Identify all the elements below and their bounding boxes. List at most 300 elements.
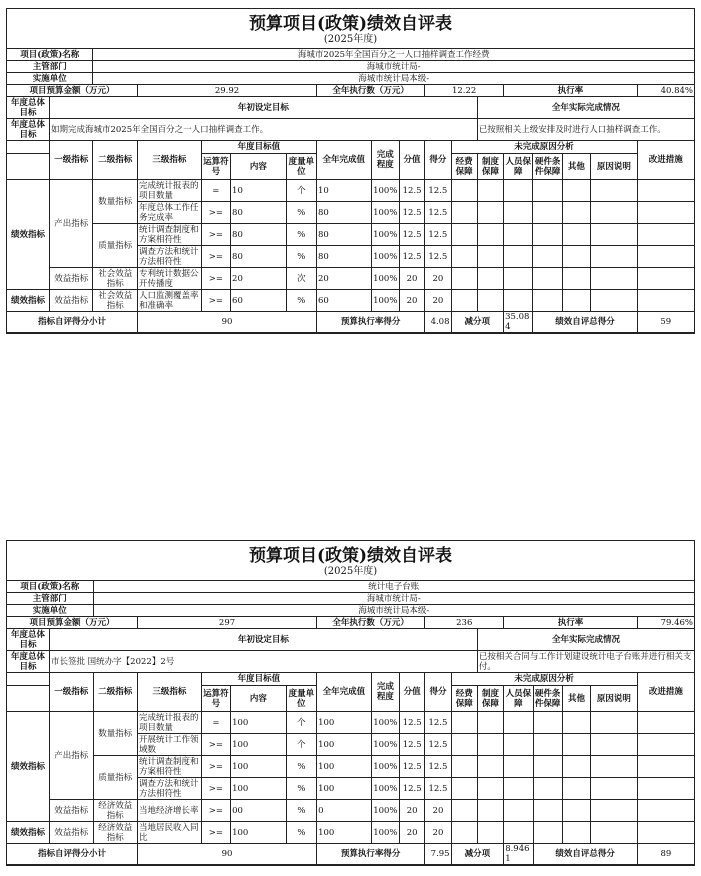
level1-header: 一级指标 xyxy=(49,673,93,712)
target-content-cell: 20 xyxy=(231,268,287,290)
score-cell: 12.5 xyxy=(425,224,451,246)
evaluation-table xyxy=(7,581,694,865)
target-content-cell: 10 xyxy=(231,180,287,202)
measure-unit-cell: % xyxy=(286,246,316,268)
empty-cell xyxy=(504,822,533,844)
score-cell: 12.5 xyxy=(425,202,451,224)
quantity-indicator-label: 数量指标 xyxy=(93,180,138,224)
indicator-row xyxy=(7,290,694,312)
annual-goal-label: 年度总体目标 xyxy=(7,651,49,673)
exec-amount-label: 全年执行数（万元） xyxy=(317,85,425,97)
empty-cell xyxy=(7,141,49,154)
level2-header: 二级指标 xyxy=(93,673,138,712)
reason-fund-header: 经费保障 xyxy=(451,686,477,712)
reason-fund-header: 经费保障 xyxy=(451,154,477,180)
completion-header: 完成程度 xyxy=(371,141,399,180)
initial-goal-value: 如期完成海城市2025年全国百分之一人口抽样调查工作。 xyxy=(49,119,477,141)
score-value-cell: 20 xyxy=(400,800,425,822)
target-content-cell: 60 xyxy=(231,290,287,312)
score-cell: 12.5 xyxy=(425,756,451,778)
output-indicator-label: 产出指标 xyxy=(49,712,93,800)
level2-indicator-cell: 社会效益指标 xyxy=(93,268,138,290)
annual-value-cell: 20 xyxy=(317,268,372,290)
measure-unit-header: 度量单位 xyxy=(286,686,316,712)
output-indicator-label: 产出指标 xyxy=(49,180,93,268)
level3-indicator-cell: 统计调查制度和方案相符性 xyxy=(138,756,202,778)
empty-cell xyxy=(591,224,638,246)
measure-unit-cell: % xyxy=(286,224,316,246)
indicator-row xyxy=(7,268,694,290)
score-value-cell: 12.5 xyxy=(399,180,424,202)
project-name-value: 海城市2025年全国百分之一人口抽样调查工作经费 xyxy=(93,49,694,61)
level3-indicator-cell: 年度总体工作任务完成率 xyxy=(137,202,201,224)
evaluation-sheet xyxy=(6,8,695,334)
empty-cell xyxy=(504,202,533,224)
perf-indicator-label: 绩效指标 xyxy=(7,712,49,822)
score-header: 得分 xyxy=(425,141,451,180)
budget-exec-score-value: 4.08 xyxy=(425,312,451,333)
sheet-year: (2025年度) xyxy=(323,566,378,577)
annual-goal-label: 年度总体目标 xyxy=(7,629,49,651)
level1-header: 一级指标 xyxy=(49,141,93,180)
score-value-cell: 12.5 xyxy=(400,778,425,800)
deduction-value: 35.084 xyxy=(504,312,533,333)
completion-cell: 100% xyxy=(371,712,399,734)
exec-rate-label: 执行率 xyxy=(504,617,638,629)
reason-system-header: 制度保障 xyxy=(477,154,503,180)
empty-cell xyxy=(591,712,638,734)
implementing-unit-label: 实施单位 xyxy=(7,73,93,85)
operator-header: 运算符号 xyxy=(201,154,230,180)
empty-cell xyxy=(637,800,694,822)
level3-indicator-cell: 调查方法和统计方法相符性 xyxy=(138,778,202,800)
score-cell: 20 xyxy=(425,290,451,312)
empty-cell xyxy=(504,756,533,778)
actual-completion-header: 全年实际完成情况 xyxy=(477,97,694,119)
annual-value-cell: 80 xyxy=(317,202,372,224)
total-score-value: 89 xyxy=(637,844,694,865)
reason-analysis-header: 未完成原因分析 xyxy=(451,673,637,686)
budget-label: 项目预算金额（万元） xyxy=(7,85,137,97)
empty-cell xyxy=(451,822,477,844)
measure-unit-header: 度量单位 xyxy=(286,154,316,180)
total-score-value: 59 xyxy=(637,312,694,333)
target-content-cell: 100 xyxy=(231,778,287,800)
operator-cell: >= xyxy=(201,734,230,756)
completion-cell: 100% xyxy=(371,290,399,312)
score-value-cell: 12.5 xyxy=(400,712,425,734)
completion-header: 完成程度 xyxy=(371,673,399,712)
empty-cell xyxy=(637,224,694,246)
exec-rate-value: 79.46% xyxy=(637,617,694,629)
empty-cell xyxy=(7,673,49,686)
empty-cell xyxy=(477,180,503,202)
improvement-header: 改进措施 xyxy=(637,141,694,180)
empty-cell xyxy=(591,202,638,224)
sheet-year: (2025年度) xyxy=(323,34,378,45)
benefit-indicator-label: 效益指标 xyxy=(49,822,93,844)
empty-cell xyxy=(562,202,590,224)
completion-cell: 100% xyxy=(371,800,399,822)
measure-unit-cell: % xyxy=(286,756,316,778)
measure-unit-cell: 个 xyxy=(286,734,316,756)
empty-cell xyxy=(562,712,590,734)
content-header: 内容 xyxy=(231,686,287,712)
improvement-header: 改进措施 xyxy=(637,673,694,712)
sheet-title-block xyxy=(7,9,694,49)
target-content-cell: 00 xyxy=(231,800,287,822)
reason-other-header: 其他 xyxy=(562,686,590,712)
empty-cell xyxy=(504,712,533,734)
reason-description-header: 原因说明 xyxy=(591,686,638,712)
reason-hardware-header: 硬件条件保障 xyxy=(533,154,562,180)
completion-cell: 100% xyxy=(371,180,399,202)
empty-cell xyxy=(7,686,49,712)
empty-cell xyxy=(533,712,562,734)
exec-amount-label: 全年执行数（万元） xyxy=(317,617,425,629)
budget-label: 项目预算金额（万元） xyxy=(7,617,138,629)
deduction-value: 8.9461 xyxy=(504,844,533,865)
measure-unit-cell: % xyxy=(286,800,316,822)
annual-value-cell: 100 xyxy=(317,822,372,844)
score-value-cell: 20 xyxy=(399,290,424,312)
quantity-indicator-label: 数量指标 xyxy=(93,712,138,756)
indicator-row xyxy=(7,712,694,734)
empty-cell xyxy=(562,180,590,202)
empty-cell xyxy=(533,180,562,202)
empty-cell xyxy=(477,800,503,822)
score-cell: 12.5 xyxy=(425,778,451,800)
department-label: 主管部门 xyxy=(7,61,93,73)
empty-cell xyxy=(7,154,49,180)
content-header: 内容 xyxy=(231,154,287,180)
empty-cell xyxy=(637,246,694,268)
empty-cell xyxy=(477,268,503,290)
initial-goal-header: 年初设定目标 xyxy=(49,97,477,119)
indicator-row xyxy=(7,800,694,822)
actual-completion-value: 已按照相关上级安排及时进行人口抽样调查工作。 xyxy=(477,119,694,141)
reason-hardware-header: 硬件条件保障 xyxy=(533,686,562,712)
department-value: 海城市统计局- xyxy=(93,593,694,605)
benefit-indicator-label: 效益指标 xyxy=(49,268,93,290)
project-name-value: 统计电子台账 xyxy=(93,581,694,593)
score-value-cell: 12.5 xyxy=(399,202,424,224)
quality-indicator-label: 质量指标 xyxy=(93,224,138,268)
sheet-title-block xyxy=(7,541,694,581)
operator-cell: >= xyxy=(201,800,230,822)
measure-unit-cell: % xyxy=(286,202,316,224)
empty-cell xyxy=(637,202,694,224)
empty-cell xyxy=(562,246,590,268)
subtotal-value: 90 xyxy=(138,844,317,865)
total-score-label: 绩效自评总得分 xyxy=(533,312,637,333)
empty-cell xyxy=(562,290,590,312)
empty-cell xyxy=(562,756,590,778)
empty-cell xyxy=(504,180,533,202)
project-name-label: 项目(政策)名称 xyxy=(7,581,93,593)
annual-value-cell: 100 xyxy=(317,734,372,756)
operator-cell: >= xyxy=(201,290,230,312)
annual-value-cell: 10 xyxy=(317,180,372,202)
perf-indicator-label: 绩效指标 xyxy=(7,822,49,844)
target-content-cell: 100 xyxy=(231,712,287,734)
sheet-title: 预算项目(政策)绩效自评表 xyxy=(248,14,453,34)
annual-value-cell: 80 xyxy=(317,224,372,246)
empty-cell xyxy=(591,246,638,268)
implementing-unit-label: 实施单位 xyxy=(7,605,93,617)
empty-cell xyxy=(477,712,503,734)
empty-cell xyxy=(477,246,503,268)
target-value-header: 年度目标值 xyxy=(201,673,316,686)
annual-value-header: 全年完成值 xyxy=(317,141,372,180)
score-value-cell: 12.5 xyxy=(399,246,424,268)
empty-cell xyxy=(477,734,503,756)
subtotal-label: 指标自评得分小计 xyxy=(7,844,138,865)
annual-goal-label: 年度总体目标 xyxy=(7,97,49,119)
empty-cell xyxy=(533,778,562,800)
empty-cell xyxy=(591,734,638,756)
score-cell: 20 xyxy=(425,268,451,290)
reason-analysis-header: 未完成原因分析 xyxy=(451,141,637,154)
actual-completion-header: 全年实际完成情况 xyxy=(477,629,694,651)
empty-cell xyxy=(637,734,694,756)
empty-cell xyxy=(451,224,477,246)
completion-cell: 100% xyxy=(371,778,399,800)
target-value-header: 年度目标值 xyxy=(201,141,316,154)
operator-cell: >= xyxy=(201,268,230,290)
empty-cell xyxy=(591,778,638,800)
empty-cell xyxy=(504,290,533,312)
empty-cell xyxy=(451,778,477,800)
budget-exec-score-value: 7.95 xyxy=(425,844,451,865)
operator-cell: >= xyxy=(201,822,230,844)
level2-header: 二级指标 xyxy=(93,141,138,180)
empty-cell xyxy=(477,202,503,224)
empty-cell xyxy=(477,290,503,312)
initial-goal-header: 年初设定目标 xyxy=(49,629,477,651)
empty-cell xyxy=(533,268,562,290)
exec-amount-value: 12.22 xyxy=(425,85,504,97)
score-value-header: 分值 xyxy=(400,673,425,712)
score-cell: 12.5 xyxy=(425,734,451,756)
operator-cell: >= xyxy=(201,246,230,268)
operator-cell: >= xyxy=(201,778,230,800)
empty-cell xyxy=(562,822,590,844)
measure-unit-cell: 次 xyxy=(286,268,316,290)
operator-cell: >= xyxy=(201,224,230,246)
operator-cell: = xyxy=(201,712,230,734)
measure-unit-cell: 个 xyxy=(286,180,316,202)
empty-cell xyxy=(451,180,477,202)
total-score-label: 绩效自评总得分 xyxy=(533,844,637,865)
reason-staff-header: 人员保障 xyxy=(504,154,533,180)
measure-unit-cell: % xyxy=(286,778,316,800)
score-header: 得分 xyxy=(425,673,451,712)
empty-cell xyxy=(477,822,503,844)
empty-cell xyxy=(562,734,590,756)
completion-cell: 100% xyxy=(371,202,399,224)
budget-value: 297 xyxy=(138,617,317,629)
score-value-cell: 12.5 xyxy=(400,734,425,756)
score-value-cell: 20 xyxy=(399,268,424,290)
annual-value-cell: 100 xyxy=(317,712,372,734)
subtotal-value: 90 xyxy=(137,312,316,333)
empty-cell xyxy=(451,712,477,734)
exec-rate-label: 执行率 xyxy=(504,85,638,97)
operator-cell: = xyxy=(201,180,230,202)
implementing-unit-value: 海城市统计局本级- xyxy=(93,73,694,85)
empty-cell xyxy=(591,756,638,778)
benefit-indicator-label: 效益指标 xyxy=(49,800,93,822)
empty-cell xyxy=(451,756,477,778)
target-content-cell: 100 xyxy=(231,734,287,756)
sheet-title: 预算项目(政策)绩效自评表 xyxy=(248,546,453,566)
empty-cell xyxy=(504,224,533,246)
empty-cell xyxy=(637,756,694,778)
department-value: 海城市统计局- xyxy=(93,61,694,73)
annual-goal-label: 年度总体目标 xyxy=(7,119,49,141)
budget-exec-score-label: 预算执行率得分 xyxy=(317,844,425,865)
empty-cell xyxy=(591,268,638,290)
budget-exec-score-label: 预算执行率得分 xyxy=(317,312,425,333)
reason-system-header: 制度保障 xyxy=(477,686,503,712)
empty-cell xyxy=(562,778,590,800)
implementing-unit-value: 海城市统计局本级- xyxy=(93,605,694,617)
indicator-row xyxy=(7,822,694,844)
completion-cell: 100% xyxy=(371,246,399,268)
empty-cell xyxy=(477,224,503,246)
level3-indicator-cell: 开展统计工作领域数 xyxy=(138,734,202,756)
subtotal-label: 指标自评得分小计 xyxy=(7,312,137,333)
department-label: 主管部门 xyxy=(7,593,93,605)
level3-indicator-cell: 调查方法和统计方法相符性 xyxy=(137,246,201,268)
empty-cell xyxy=(477,778,503,800)
budget-value: 29.92 xyxy=(137,85,316,97)
empty-cell xyxy=(637,778,694,800)
reason-other-header: 其他 xyxy=(562,154,590,180)
completion-cell: 100% xyxy=(371,268,399,290)
empty-cell xyxy=(533,246,562,268)
level3-header: 三级指标 xyxy=(138,673,202,712)
exec-amount-value: 236 xyxy=(425,617,504,629)
level3-indicator-cell: 专利统计数据公开传播度 xyxy=(137,268,201,290)
level3-indicator-cell: 完成统计报表的项目数量 xyxy=(137,180,201,202)
empty-cell xyxy=(637,712,694,734)
indicator-row xyxy=(7,756,694,778)
quality-indicator-label: 质量指标 xyxy=(93,756,138,800)
level3-indicator-cell: 当地经济增长率 xyxy=(138,800,202,822)
level3-indicator-cell: 当地居民收入同比 xyxy=(138,822,202,844)
annual-value-cell: 80 xyxy=(317,246,372,268)
measure-unit-cell: % xyxy=(286,290,316,312)
target-content-cell: 100 xyxy=(231,756,287,778)
empty-cell xyxy=(504,268,533,290)
score-value-cell: 20 xyxy=(400,822,425,844)
empty-cell xyxy=(504,800,533,822)
annual-value-cell: 0 xyxy=(317,800,372,822)
score-cell: 12.5 xyxy=(425,712,451,734)
empty-cell xyxy=(562,268,590,290)
empty-cell xyxy=(533,822,562,844)
empty-cell xyxy=(591,180,638,202)
reason-staff-header: 人员保障 xyxy=(504,686,533,712)
measure-unit-cell: 个 xyxy=(286,712,316,734)
level3-indicator-cell: 统计调查制度和方案相符性 xyxy=(137,224,201,246)
benefit-indicator-label: 效益指标 xyxy=(49,290,93,312)
initial-goal-value: 市长签批 国统办字【2022】2号 xyxy=(49,651,477,673)
indicator-row xyxy=(7,180,694,202)
target-content-cell: 100 xyxy=(231,822,287,844)
empty-cell xyxy=(504,246,533,268)
exec-rate-value: 40.84% xyxy=(637,85,694,97)
completion-cell: 100% xyxy=(371,756,399,778)
empty-cell xyxy=(637,268,694,290)
empty-cell xyxy=(451,800,477,822)
deduction-label: 减分项 xyxy=(451,844,504,865)
score-value-cell: 12.5 xyxy=(399,224,424,246)
indicator-row xyxy=(7,224,694,246)
annual-value-header: 全年完成值 xyxy=(317,673,372,712)
empty-cell xyxy=(504,778,533,800)
level3-indicator-cell: 完成统计报表的项目数量 xyxy=(138,712,202,734)
reason-description-header: 原因说明 xyxy=(591,154,638,180)
score-value-header: 分值 xyxy=(399,141,424,180)
empty-cell xyxy=(451,268,477,290)
completion-cell: 100% xyxy=(371,224,399,246)
level2-indicator-cell: 社会效益指标 xyxy=(93,290,138,312)
empty-cell xyxy=(533,290,562,312)
operator-cell: >= xyxy=(201,756,230,778)
perf-indicator-label: 绩效指标 xyxy=(7,180,49,290)
level3-header: 三级指标 xyxy=(137,141,201,180)
project-name-label: 项目(政策)名称 xyxy=(7,49,93,61)
completion-cell: 100% xyxy=(371,734,399,756)
level2-indicator-cell: 经济效益指标 xyxy=(93,800,138,822)
annual-value-cell: 60 xyxy=(317,290,372,312)
evaluation-table xyxy=(7,49,694,333)
score-cell: 12.5 xyxy=(425,180,451,202)
empty-cell xyxy=(533,224,562,246)
score-value-cell: 12.5 xyxy=(400,756,425,778)
target-content-cell: 80 xyxy=(231,202,287,224)
annual-value-cell: 100 xyxy=(317,778,372,800)
empty-cell xyxy=(533,734,562,756)
empty-cell xyxy=(451,734,477,756)
empty-cell xyxy=(562,800,590,822)
target-content-cell: 80 xyxy=(231,224,287,246)
operator-cell: >= xyxy=(201,202,230,224)
target-content-cell: 80 xyxy=(231,246,287,268)
empty-cell xyxy=(637,180,694,202)
empty-cell xyxy=(504,734,533,756)
empty-cell xyxy=(637,822,694,844)
empty-cell xyxy=(591,822,638,844)
level3-indicator-cell: 人口监测覆盖率和准确率 xyxy=(137,290,201,312)
score-cell: 20 xyxy=(425,822,451,844)
empty-cell xyxy=(533,202,562,224)
score-cell: 12.5 xyxy=(425,246,451,268)
perf-indicator-label: 绩效指标 xyxy=(7,290,49,312)
evaluation-sheet xyxy=(6,540,695,866)
empty-cell xyxy=(562,224,590,246)
measure-unit-cell: % xyxy=(286,822,316,844)
completion-cell: 100% xyxy=(371,822,399,844)
operator-header: 运算符号 xyxy=(201,686,230,712)
empty-cell xyxy=(533,756,562,778)
annual-value-cell: 100 xyxy=(317,756,372,778)
empty-cell xyxy=(477,756,503,778)
deduction-label: 减分项 xyxy=(451,312,504,333)
